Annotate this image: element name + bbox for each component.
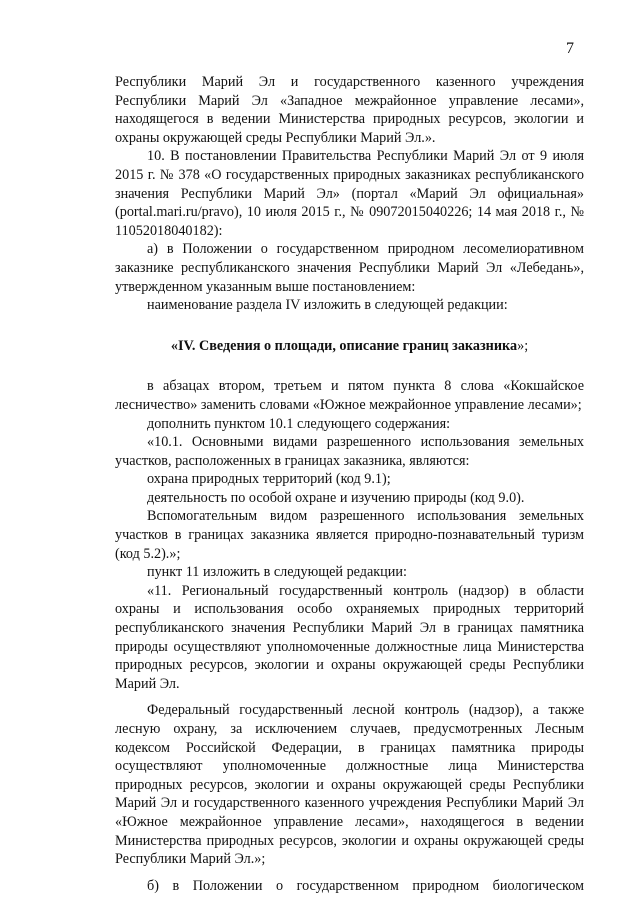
section-heading-text: «IV. Сведения о площади, описание границ заказника [170,337,518,354]
section-heading-tail: »; [517,337,529,354]
paragraph-code-9-0: деятельность по особой охране и изучению природы (код 9.0). [147,489,525,506]
paragraph-federal-control: Федеральный государственный лесной контроль (надзор), а также лесную охрану, за исключением случаев, предусмотренных Лесным кодексом Российской Федерации, в границах памятника природы осуществляют уполномоченные должностные лица Министерства природных ресурсов, экологии и охраны окружающей среды Республики Марий Эл и государственного казенного учреждения Республики Марий Эл «Южное межрайонное управление лесами», находящегося в ведении Министерства природных ресурсов, экологии и охраны окружающей среды Республики Марий Эл.»; [115,702,584,868]
paragraph-clause-8: в абзацах втором, третьем и пятом пункта 8 слова «Кокшайское лесничество» заменить словами «Южное межрайонное управление лесами»; [115,378,584,413]
paragraph-section-rename: наименование раздела IV изложить в следующей редакции: [147,297,508,314]
paragraph-code-9-1: охрана природных территорий (код 9.1); [147,471,391,488]
paragraph-subitem-a: а) в Положении о государственном природном лесомелиоративном заказнике республиканского значения Республики Марий Эл «Лебедань», утвержденном указанным выше постановлением: [115,241,584,295]
document-body [115,73,584,895]
page-number: 7 [566,40,574,57]
paragraph-continuation: Республики Марий Эл и государственного казенного учреждения Республики Марий Эл «Западное межрайонное управление лесами», находящегося в ведении Министерства природных ресурсов, экологии и охраны окружающей среды Республики Марий Эл.». [115,74,584,146]
paragraph-item-10: 10. В постановлении Правительства Республики Марий Эл от 9 июля 2015 г. № 378 «О государственных природных заказниках республиканского значения Республики Марий Эл» (портал «Марий Эл официальная» (portal.mari.ru/pravo), 10 июля 2015 г., № 09072015040226; 14 мая 2018 г., № 11052018040182): [115,148,584,239]
paragraph-add-10-1: дополнить пунктом 10.1 следующего содержания: [147,415,451,432]
paragraph-10-1: «10.1. Основными видами разрешенного использования земельных участков, расположенных в границах заказника, являются: [115,434,584,469]
paragraph-clause-11: «11. Региональный государственный контроль (надзор) в области охраны и использования особо охраняемых природных территорий республиканского значения Республики Марий Эл в границах памятника природы осуществляют уполномоченные должностные лица Министерства природных ресурсов, экологии и охраны окружающей среды Республики Марий Эл. [115,582,584,692]
paragraph-subitem-b: б) в Положении о государственном природном биологическом [147,877,584,894]
section-heading [115,337,584,356]
paragraph-auxiliary-use: Вспомогательным видом разрешенного использования земельных участков в границах заказника является природно-познавательный туризм (код 5.2).»; [115,508,584,562]
paragraph-clause-11-intro: пункт 11 изложить в следующей редакции: [147,564,407,581]
